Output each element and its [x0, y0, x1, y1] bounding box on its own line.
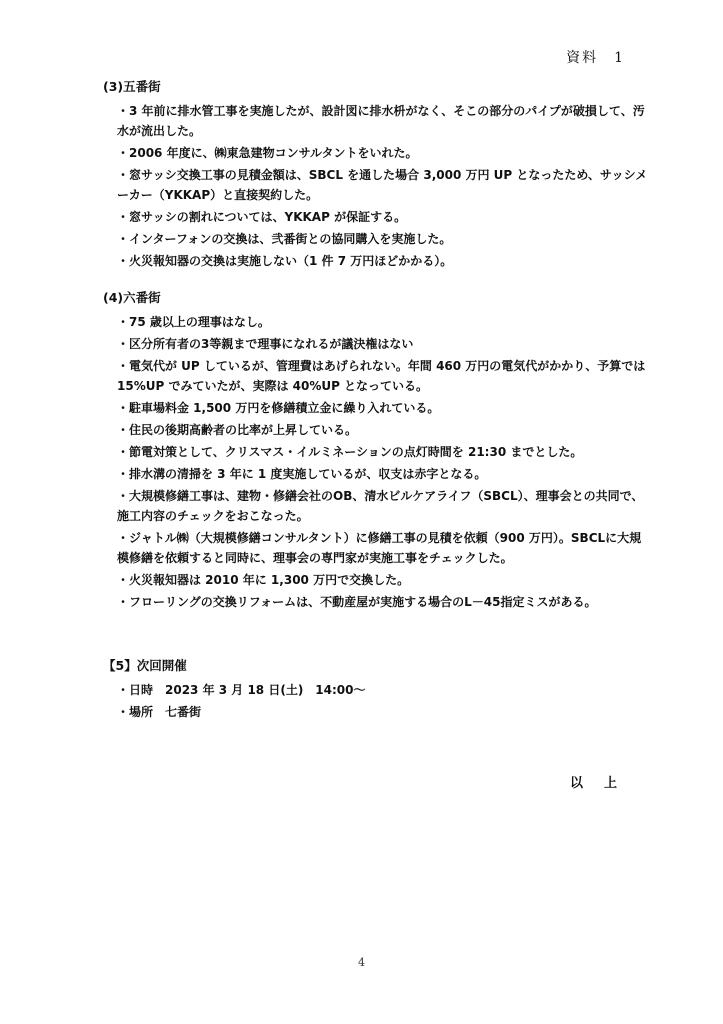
section-rokubangai: [103, 288, 648, 614]
document-label: 資料 1: [566, 50, 625, 66]
list-item: ・住民の後期高齢者の比率が上昇している。: [117, 423, 358, 437]
section-items: [117, 312, 648, 612]
page-number: 4: [358, 956, 365, 969]
list-item: ・区分所有者の3等親まで理事になれるが議決権はない: [117, 337, 414, 351]
section-next-meeting: [103, 656, 648, 724]
list-item: ・火災報知器は 2010 年に 1,300 万円で交換した。: [117, 573, 410, 587]
section-items: [117, 101, 648, 271]
list-item: ・インターフォンの交換は、弐番街との協同購入を実施した。: [117, 232, 452, 246]
list-item: ・駐車場料金 1,500 万円を修繕積立金に繰り入れている。: [117, 401, 440, 415]
section-title: 【5】次回開催: [103, 658, 187, 673]
list-item: ・節電対策として、クリスマス・イルミネーションの点灯時間を 21:30 までとした。: [117, 445, 583, 459]
list-item: ・ジャトル㈱（大規模修繕コンサルタント）に修繕工事の見積を依頼（900 万円）。SBCLに大規模修繕を依頼すると同時に、理事会の専門家が実施工事をチェックした。: [117, 531, 642, 565]
section-title: (4)六番街: [103, 290, 161, 305]
list-item: ・大規模修繕工事は、建物・修繕会社のOB、清水ビルケアライフ（SBCL）、理事会との共同で、施工内容のチェックをおこなった。: [117, 489, 644, 523]
list-item: ・窓サッシの割れについては、YKKAP が保証する。: [117, 210, 407, 224]
meeting-location: ・場所 七番街: [117, 705, 202, 719]
list-item: ・75 歳以上の理事はなし。: [117, 315, 270, 329]
list-item: ・フローリングの交換リフォームは、不動産屋が実施する場合のL－45指定ミスがある。: [117, 595, 597, 609]
section-gobangai: [103, 77, 648, 273]
section-items: [117, 680, 648, 722]
list-item: ・排水溝の清掃を 3 年に 1 度実施しているが、収支は赤字となる。: [117, 467, 487, 481]
meeting-datetime: ・日時 2023 年 3 月 18 日(土) 14:00～: [117, 683, 366, 697]
list-item: ・3 年前に排水管工事を実施したが、設計図に排水枡がなく、そこの部分のパイプが破損して、汚水が流出した。: [117, 104, 645, 138]
section-title: (3)五番街: [103, 79, 161, 94]
list-item: ・窓サッシ交換工事の見積金額は、SBCL を通した場合 3,000 万円 UP となったため、サッシメーカー（YKKAP）と直接契約した。: [117, 168, 648, 202]
list-item: ・2006 年度に、㈱東急建物コンサルタントをいれた。: [117, 146, 418, 160]
list-item: ・火災報知器の交換は実施しない（1 件 7 万円ほどかかる）。: [117, 254, 453, 268]
closing-mark: 以 上: [569, 776, 621, 791]
list-item: ・電気代が UP しているが、管理費はあげられない。年間 460 万円の電気代がかかり、予算では 15%UP でみていたが、実際は 40%UP となっている。: [117, 359, 646, 393]
